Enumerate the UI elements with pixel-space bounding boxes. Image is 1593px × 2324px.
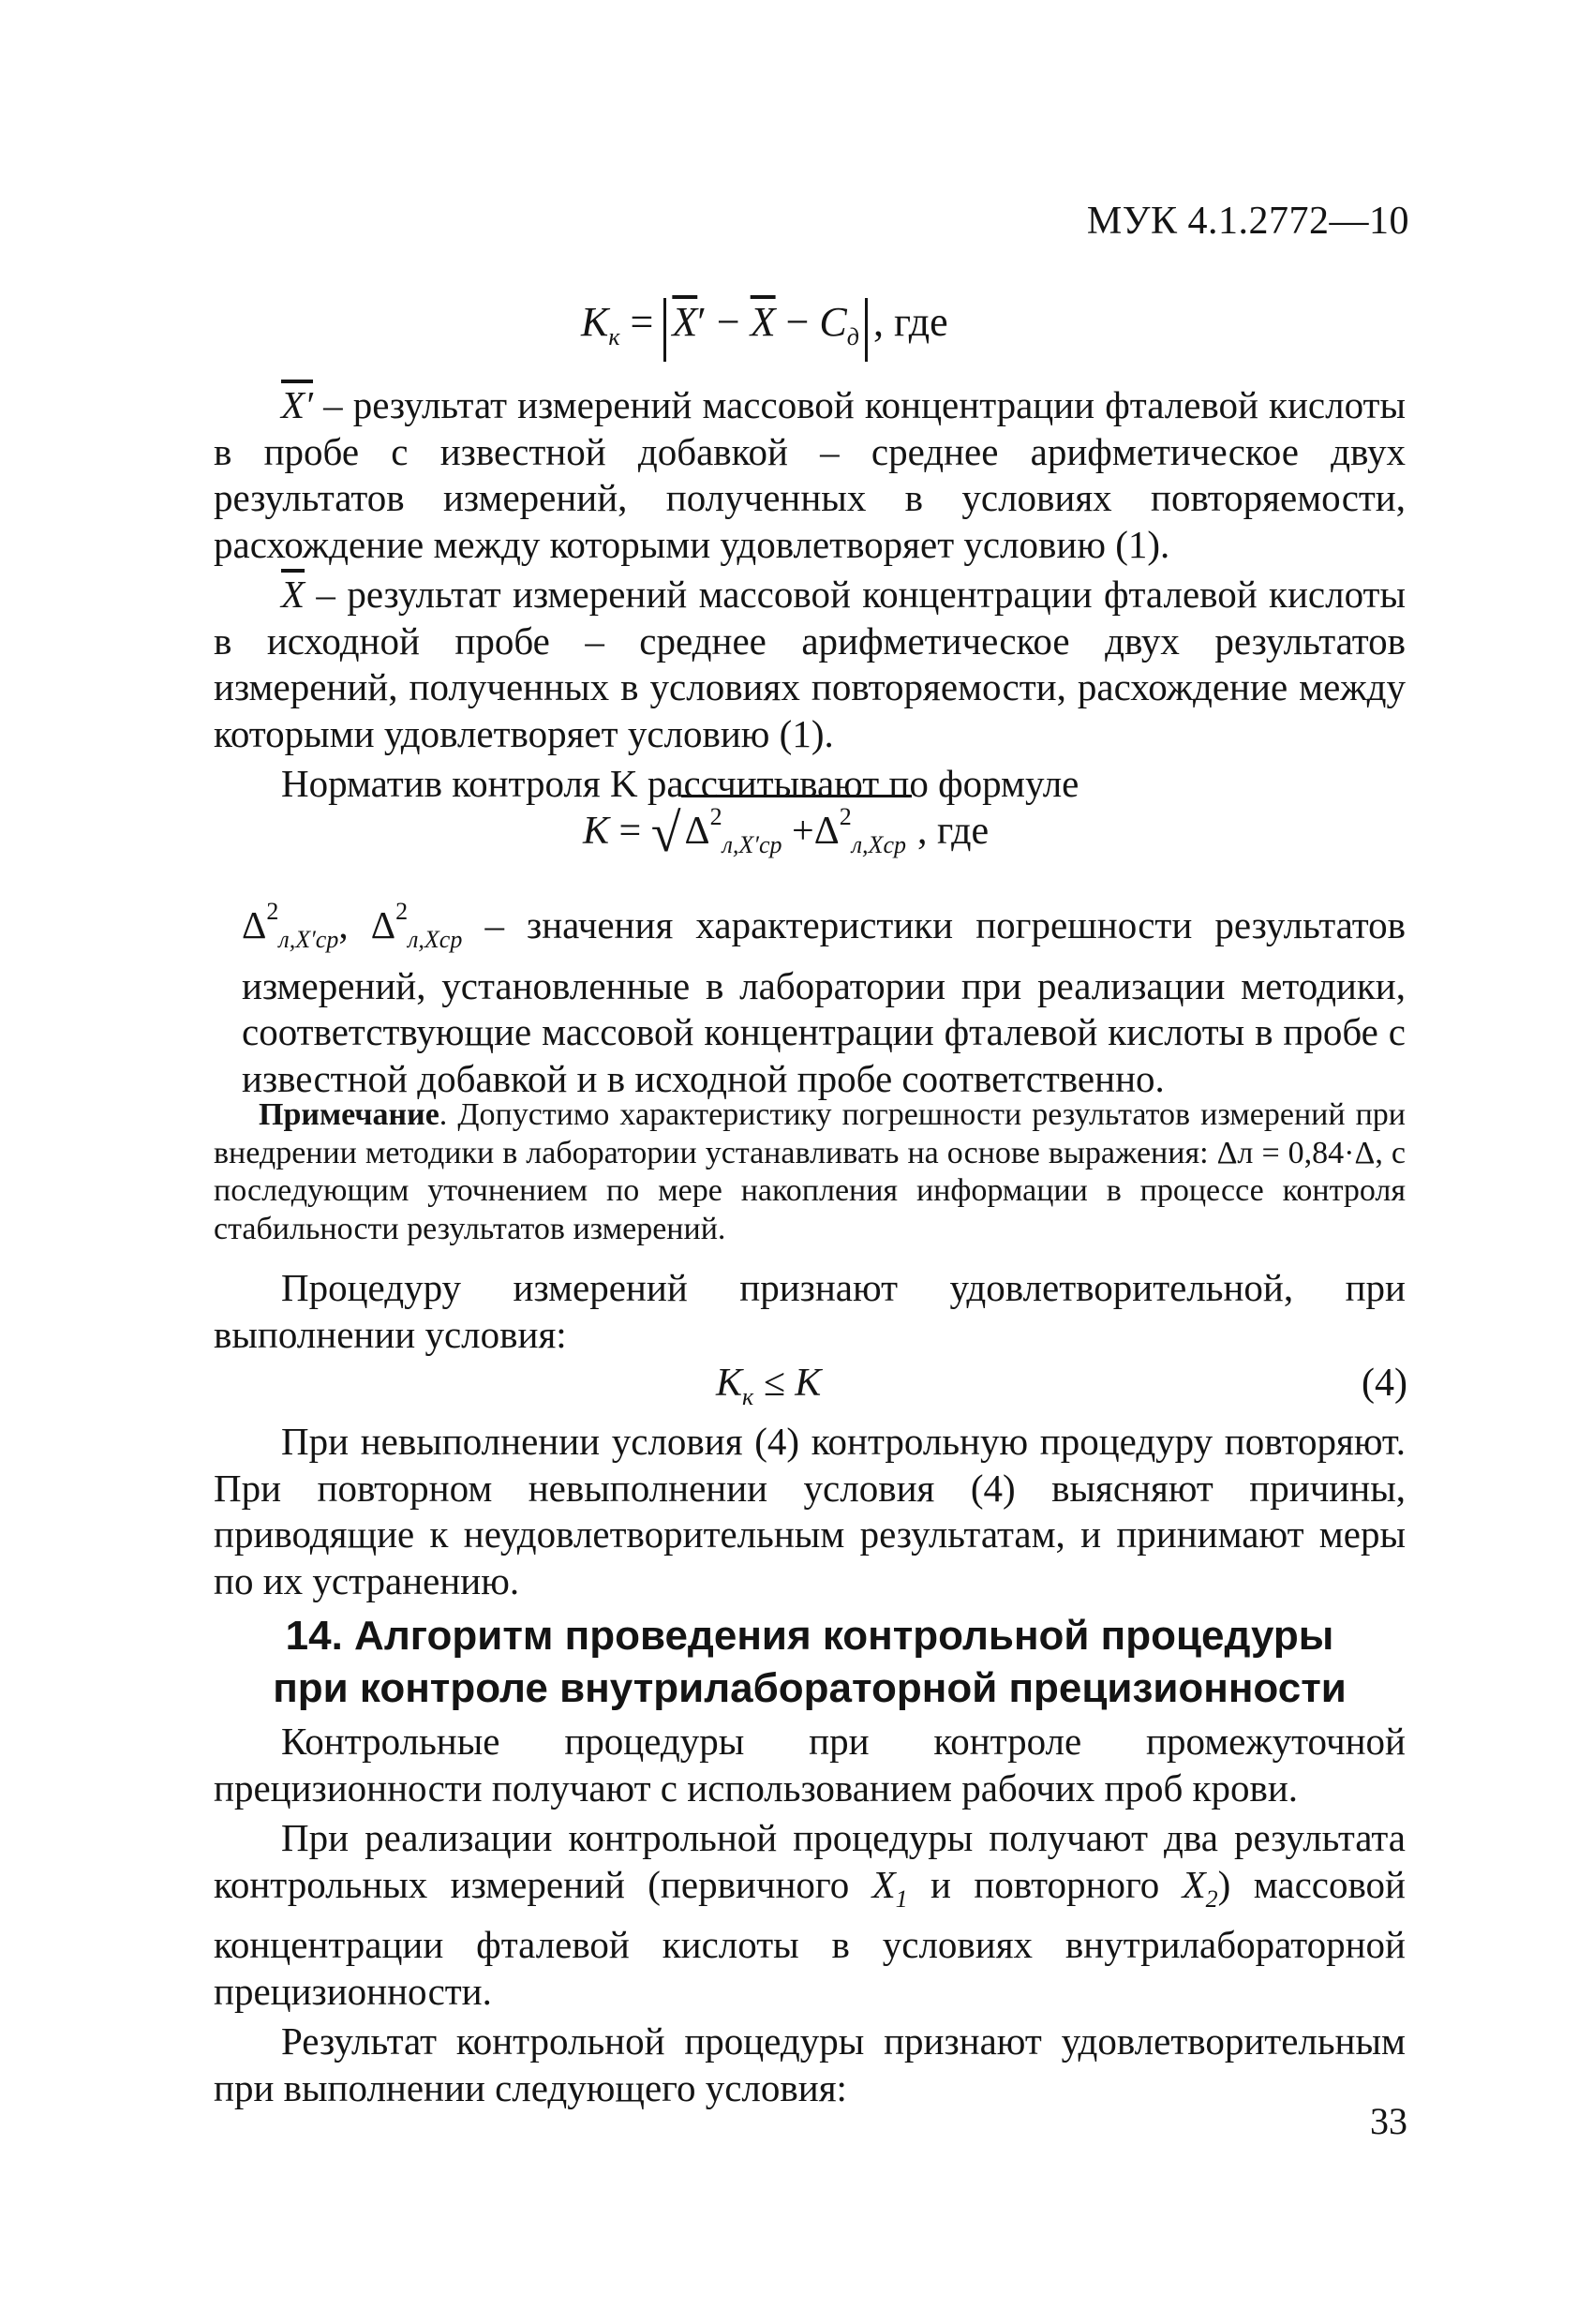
formula-kk-c-sub: д (846, 323, 859, 350)
paragraph-norm: Норматив контроля K рассчитывают по формуле (281, 762, 1079, 805)
delta-sep: , (338, 903, 371, 946)
delta-symbol-1-sub: л,X′ср (278, 926, 339, 953)
formula-kk-lhs: K (581, 299, 609, 345)
condition-formula (716, 1361, 821, 1411)
formula-k-radicand (681, 795, 912, 859)
note-label: Примечание (259, 1097, 439, 1132)
formula-kk-tail: , где (872, 299, 948, 345)
formula-k-tail: , где (916, 810, 990, 853)
delta-definition (214, 888, 1406, 1102)
formula-kk-prime: ′ (697, 299, 707, 345)
note-text: . Допустимо характеристику погрешности результатов измерений при внедрении методики в лаборатории устанавливать на основе выражения: Δл = 0,84·Δ, с последующим уточнением по мере накопления информации в процессе контроля стабильности результатов измерений. (214, 1097, 1406, 1246)
note-paragraph (214, 1096, 1406, 1248)
section14-p2-part-c: ) массовой концентрации фталевой кислоты в условиях внутрилабораторной прецизионности. (214, 1862, 1406, 2013)
section-heading-line2: при контроле внутрилабораторной прецизионности (273, 1665, 1347, 1711)
condition-sub: к (742, 1383, 754, 1410)
delta-definition-text (214, 888, 1406, 1102)
section14-paragraph-2 (214, 1815, 1406, 2015)
section-heading-line1: 14. Алгоритм проведения контрольной процедуры (285, 1613, 1334, 1659)
sqrt-icon: √ (650, 802, 681, 863)
formula-kk-x2: $\overline{X}$ (750, 299, 776, 345)
formula-kk-lhs-sub: к (608, 323, 620, 350)
section14-p2-part-a: При реализации контрольной процедуры получают два результата контрольных измерений (первичного (214, 1816, 1406, 1906)
equation-number: (4) (1362, 1362, 1407, 1405)
symbol-x-prime: X′ (281, 383, 314, 426)
procedure-block (214, 1265, 1406, 1358)
symbol-x1: X (871, 1862, 896, 1906)
formula-kk-minus1: − (706, 299, 751, 345)
condition-lhs: K (716, 1362, 743, 1405)
delta-symbol-2-sub: л,Xср (408, 926, 463, 953)
paragraph-x-text: – результат измерений массовой концентрации фталевой кислоты в исходной пробе – среднее арифметическое двух результатов измерений, полученных в условиях повторяемости, расхождение между которыми удовлетворяет условию (1). (214, 573, 1406, 755)
definitions-block (214, 382, 1406, 808)
formula-k-delta1: Δ (684, 810, 710, 853)
symbol-x2-sub: 2 (1205, 1885, 1218, 1913)
delta-symbol-2: Δ (370, 903, 396, 946)
symbol-x: $\overline{X}$ (281, 573, 305, 616)
formula-k-delta2: Δ (813, 810, 840, 853)
formula-kk-eq: = (619, 299, 664, 345)
formula-kk-c: C (819, 299, 847, 345)
procedure-condition-intro: Процедуру измерений признают удовлетворительной, при выполнении условия: (214, 1266, 1406, 1356)
delta-symbol-1-sq: 2 (266, 898, 279, 925)
formula-k-sub1: л,X′ср (722, 831, 782, 858)
section14-paragraph-1: Контрольные процедуры при контроле промежуточной прецизионности получают с использованием рабочих проб крови. (214, 1720, 1406, 1810)
section-heading (214, 1610, 1406, 1715)
formula-k-sub2: л,Xср (851, 831, 906, 858)
symbol-x2: X (1182, 1862, 1206, 1906)
delta-symbol-1: Δ (242, 903, 267, 946)
formula-kk-x1: $\overline{X}$ (672, 299, 698, 345)
formula-k (583, 795, 989, 864)
formula-kk (581, 298, 948, 362)
note-block (214, 1096, 1406, 1248)
formula-k-plus: + (782, 810, 814, 853)
section14-paragraph-3: Результат контрольной процедуры признают удовлетворительным при выполнении следующего условия: (214, 2019, 1406, 2109)
delta-definition-body: – значения характеристики погрешности результатов измерений, установленные в лаборатории при реализации методики, соответствующие массовой концентрации фталевой кислоты в пробе с известной добавкой и в исходной пробе соответственно. (242, 903, 1406, 1100)
formula-k-lhs: K (583, 810, 610, 853)
document-code: МУК 4.1.2772—10 (1086, 200, 1409, 243)
paragraph-x (214, 572, 1406, 757)
section14-p2-part-b: и повторного (907, 1862, 1183, 1906)
formula-kk-minus2: − (775, 299, 820, 345)
formula-kk-abs (663, 298, 868, 362)
symbol-x1-sub: 1 (895, 1885, 908, 1913)
failure-paragraph: При невыполнении условия (4) контрольную процедуру повторяют. При повторном невыполнении условия (4) выясняют причины, приводящие к неудовлетворительным результатам, и принимают меры по их устранению. (214, 1420, 1406, 1602)
page-number: 33 (1370, 2100, 1407, 2142)
delta-symbol-2-sq: 2 (395, 898, 409, 925)
paragraph-x-prime (214, 382, 1406, 568)
formula-k-sq1: 2 (709, 803, 722, 830)
section14-body (214, 1719, 1406, 2111)
formula-k-eq: = (609, 810, 651, 853)
condition-rest: ≤ K (753, 1362, 822, 1405)
failure-block (214, 1419, 1406, 1604)
paragraph-x-prime-text: – результат измерений массовой концентрации фталевой кислоты в пробе с известной добавкой – среднее арифметическое двух результатов измерений, полученных в условиях повторяемости, расхождение между которыми удовлетворяет условию (1). (214, 383, 1406, 566)
formula-k-sq2: 2 (839, 803, 852, 830)
